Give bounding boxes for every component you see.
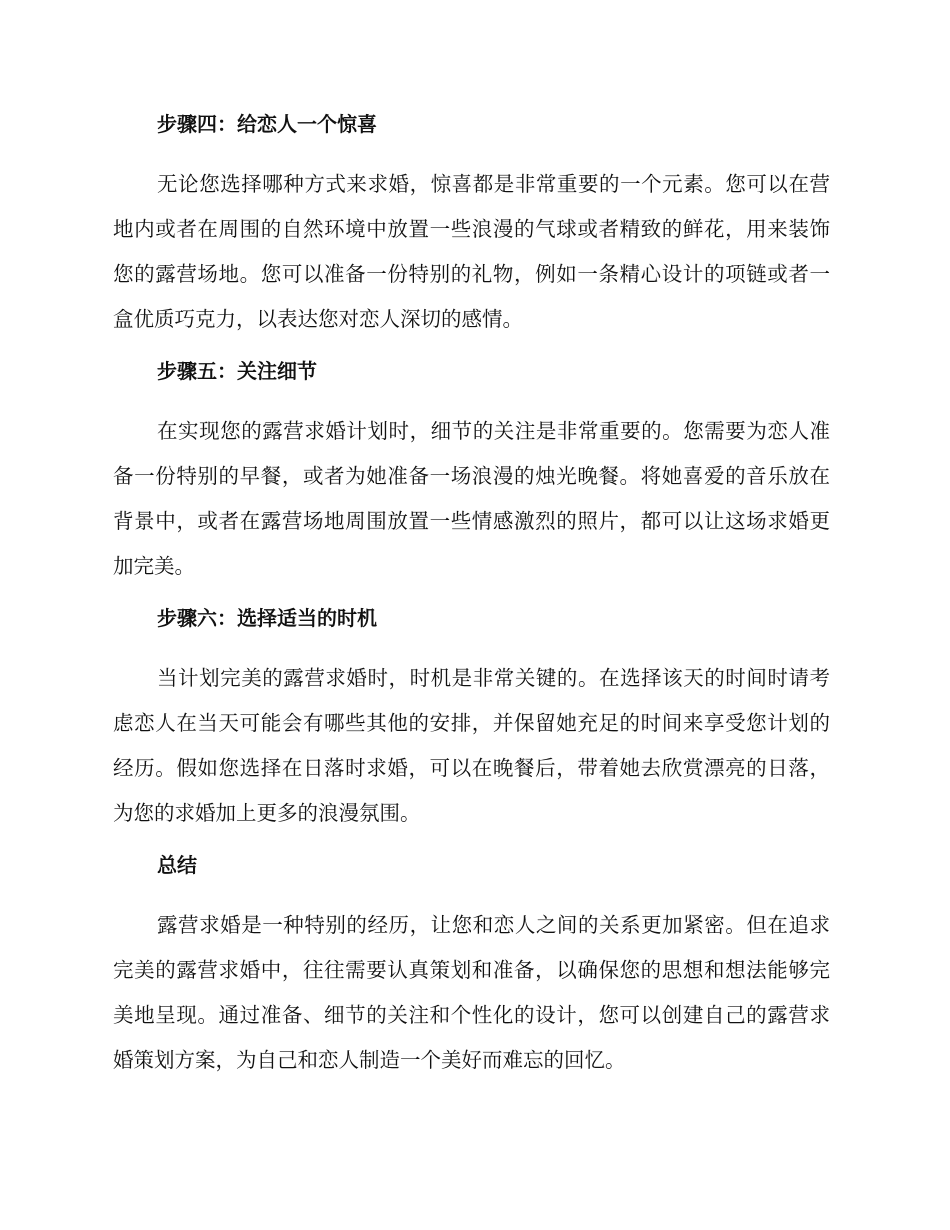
section-heading: 步骤六：选择适当的时机 [157, 606, 377, 630]
section-paragraph: 露营求婚是一种特别的经历，让您和恋人之间的关系更加紧密。但在追求完美的露营求婚中，往往需要认真策划和准备，以确保您的思想和想法能够完美地呈现。通过准备、细节的关注和个性化的设计，您可以创建自己的露营求婚策划方案，为自己和恋人制造一个美好而难忘的回忆。 [113, 913, 830, 1072]
section-heading: 步骤五：关注细节 [157, 359, 317, 383]
section-step-five [113, 357, 830, 589]
section-step-six [113, 604, 830, 836]
section-paragraph: 当计划完美的露营求婚时，时机是非常关键的。在选择该天的时间时请考虑恋人在当天可能会有哪些其他的安排，并保留她充足的时间来享受您计划的经历。假如您选择在日落时求婚，可以在晚餐后，带着她去欣赏漂亮的日落，为您的求婚加上更多的浪漫氛围。 [113, 666, 830, 825]
section-heading: 步骤四：给恋人一个惊喜 [157, 112, 377, 136]
section-paragraph: 无论您选择哪种方式来求婚，惊喜都是非常重要的一个元素。您可以在营地内或者在周围的自然环境中放置一些浪漫的气球或者精致的鲜花，用来装饰您的露营场地。您可以准备一份特别的礼物，例如一条精心设计的项链或者一盒优质巧克力，以表达您对恋人深切的感情。 [113, 172, 830, 331]
section-paragraph: 在实现您的露营求婚计划时，细节的关注是非常重要的。您需要为恋人准备一份特别的早餐，或者为她准备一场浪漫的烛光晚餐。将她喜爱的音乐放在背景中，或者在露营场地周围放置一些情感激烈的照片，都可以让这场求婚更加完美。 [113, 419, 830, 578]
section-step-four [113, 110, 830, 342]
section-heading: 总结 [157, 853, 197, 877]
section-summary [113, 851, 830, 1083]
